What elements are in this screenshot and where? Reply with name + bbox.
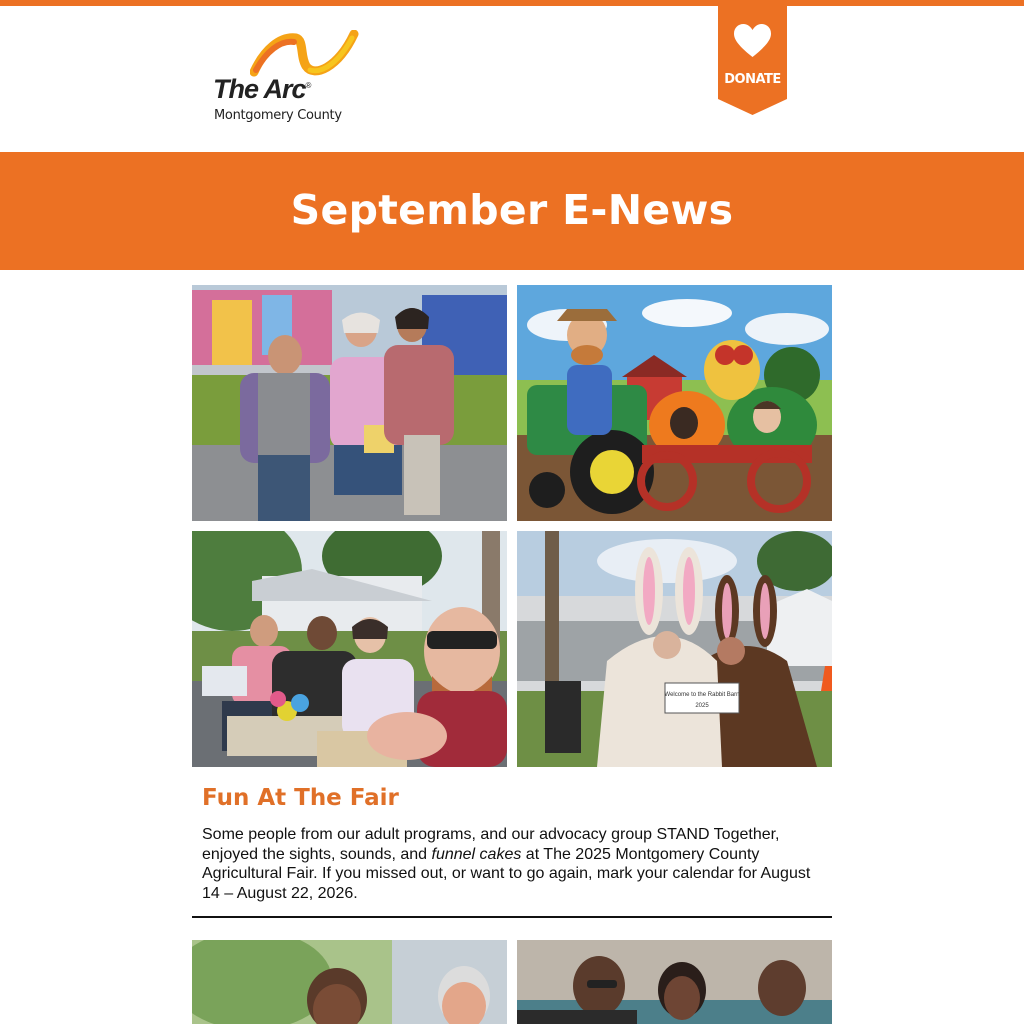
donate-label: DONATE	[724, 72, 781, 87]
logo-wordmark: The Arc®	[213, 74, 311, 104]
photo-next-section-left	[192, 940, 507, 1024]
article-body: Some people from our adult programs, and our advocacy group STAND Together, enjoyed the sights, sounds, and funnel cakes at The 2025 Montgomery County Agricultural Fair. If you missed out, or want to go again, mark your calendar for August 14 – August 22, 2026.	[202, 826, 811, 902]
heart-icon	[734, 24, 771, 58]
newsletter-title: September E-News	[290, 186, 734, 234]
donate-button[interactable]	[718, 6, 787, 115]
photo-rabbit-barn	[517, 531, 832, 767]
top-accent-bar	[0, 0, 1024, 6]
article-body-italic: funnel cakes	[431, 845, 522, 863]
donate-ribbon-shape	[718, 6, 787, 115]
photo-tractor-mural	[517, 285, 832, 521]
photo-fair-group	[192, 285, 507, 521]
rabbit-barn-sign-text: Welcome to the Rabbit Barn	[664, 692, 740, 698]
the-arc-logo[interactable]	[210, 30, 360, 126]
section-divider	[192, 916, 832, 918]
rabbit-barn-sign-year: 2025	[695, 703, 709, 709]
logo-county-label: Montgomery County	[214, 108, 342, 123]
article-title: Fun At The Fair	[202, 785, 399, 811]
photo-group-selfie	[192, 531, 507, 767]
photo-next-section-right	[517, 940, 832, 1024]
